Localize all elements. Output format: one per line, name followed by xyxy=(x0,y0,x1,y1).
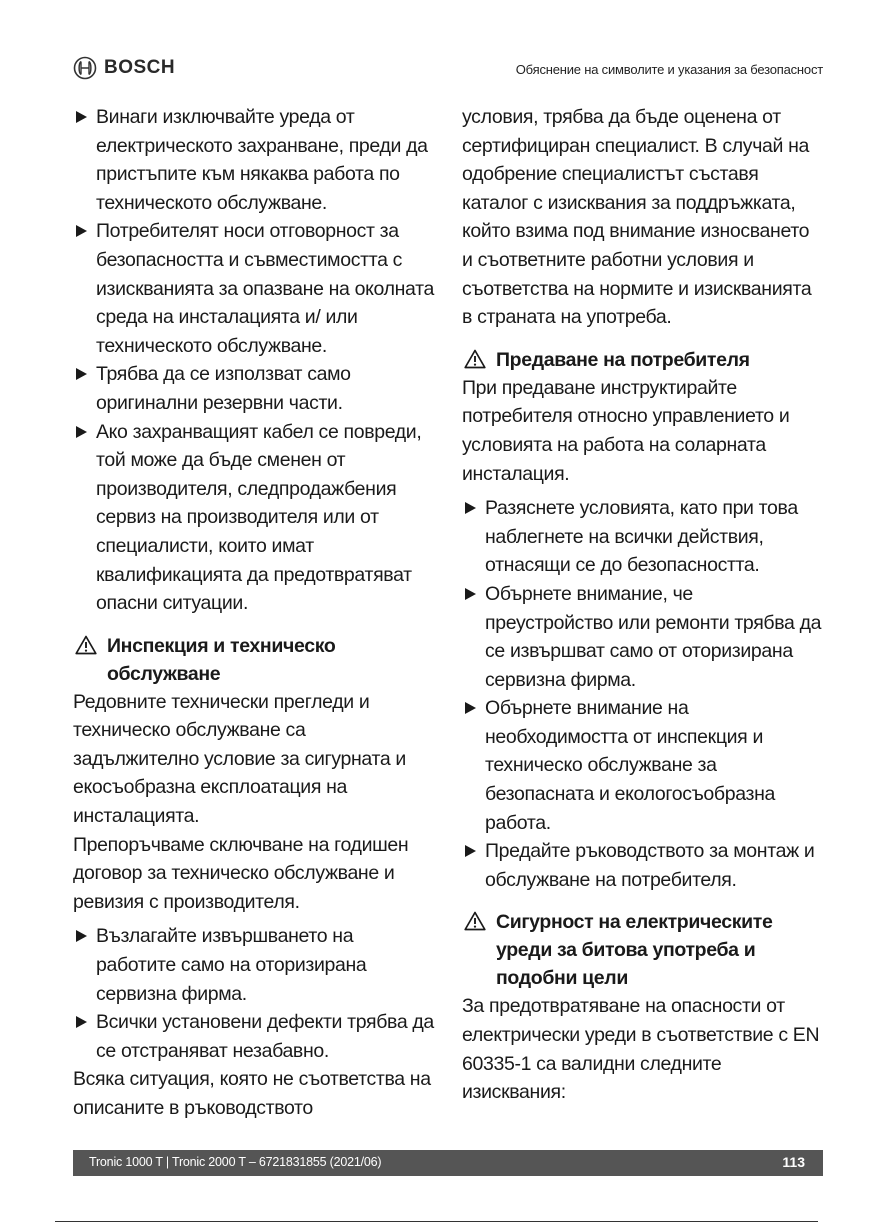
left-column xyxy=(73,103,435,1123)
document-id: Tronic 1000 T | Tronic 2000 T – 6721831855 (2021/06) xyxy=(89,1155,382,1169)
warning-triangle-icon xyxy=(75,635,97,655)
list-item: Обърнете внимание на необходимостта от инспекция и техническо обслужване за безопасната и екологосъобразна работа. xyxy=(462,694,824,837)
list-item: Трябва да се използват само оригинални резервни части. xyxy=(73,360,435,417)
list-item: Предайте ръководството за монтаж и обслужване на потребителя. xyxy=(462,837,824,894)
bosch-armature-icon xyxy=(73,56,97,80)
brand-logo xyxy=(73,56,175,80)
page-header xyxy=(73,56,823,82)
list-item: Възлагайте извършването на работите само на оторизирана сервизна фирма. xyxy=(73,922,435,1008)
paragraph: Редовните технически прегледи и техническо обслужване са задължително условие за сигурната и екосъобразна експлоатация на инсталацията. xyxy=(73,690,406,828)
section-heading: Сигурност на електрическите уреди за битова употреба и подобни цели xyxy=(462,908,824,992)
warning-triangle-icon xyxy=(464,911,486,931)
paragraph: Препоръчваме сключване на годишен договор за техническо обслужване и ревизия с производителя. xyxy=(73,833,409,913)
brand-name: BOSCH xyxy=(104,57,176,78)
warning-triangle-icon xyxy=(464,349,486,369)
paragraph: За предотвратяване на опасности от електрически уреди в съответствие с EN 60335-1 са валидни следните изисквания: xyxy=(462,995,820,1104)
right-column xyxy=(462,103,824,1107)
paragraph: При предаване инструктирайте потребителя относно управлението и условията на работа на соларната инсталация. xyxy=(462,376,790,485)
bottom-divider xyxy=(55,1221,818,1222)
bullet-list xyxy=(73,103,435,618)
page-number: 113 xyxy=(782,1154,805,1170)
page-footer xyxy=(73,1150,823,1176)
section-heading: Инспекция и техническо обслужване xyxy=(73,632,435,688)
section-heading: Предаване на потребителя xyxy=(462,346,824,374)
list-item: Всички установени дефекти трябва да се отстраняват незабавно. xyxy=(73,1008,435,1065)
list-item: Разяснете условията, като при това наблегнете на всички действия, отнасящи се до безопасността. xyxy=(462,494,824,580)
paragraph: условия, трябва да бъде оценена от сертифициран специалист. В случай на одобрение специалистът съставя каталог с изисквания за поддръжката, който взима под внимание износването и съответните работни условия и съответства на нормите и изискванията в страната на употреба. xyxy=(462,106,812,329)
bullet-list xyxy=(462,494,824,894)
list-item: Ако захранващият кабел се повреди, той може да бъде сменен от производителя, следпродажбения сервиз на производителя или от специалисти, които имат квалификацията да предотвратяват опасни ситуации. xyxy=(73,418,435,618)
paragraph: Всяка ситуация, която не съответства на описаните в ръководството xyxy=(73,1068,431,1119)
list-item: Потребителят носи отговорност за безопасността и съвместимостта с изискванията за опазване на околната среда на инсталацията и/ или техническото обслужване. xyxy=(73,217,435,360)
list-item: Обърнете внимание, че преустройство или ремонти трябва да се извършват само от оторизирана сервизна фирма. xyxy=(462,580,824,694)
list-item: Винаги изключвайте уреда от електрическото захранване, преди да пристъпите към някаква работа по техническото обслужване. xyxy=(73,103,435,217)
bullet-list xyxy=(73,922,435,1065)
section-title: Обяснение на символите и указания за безопасност xyxy=(515,62,823,77)
